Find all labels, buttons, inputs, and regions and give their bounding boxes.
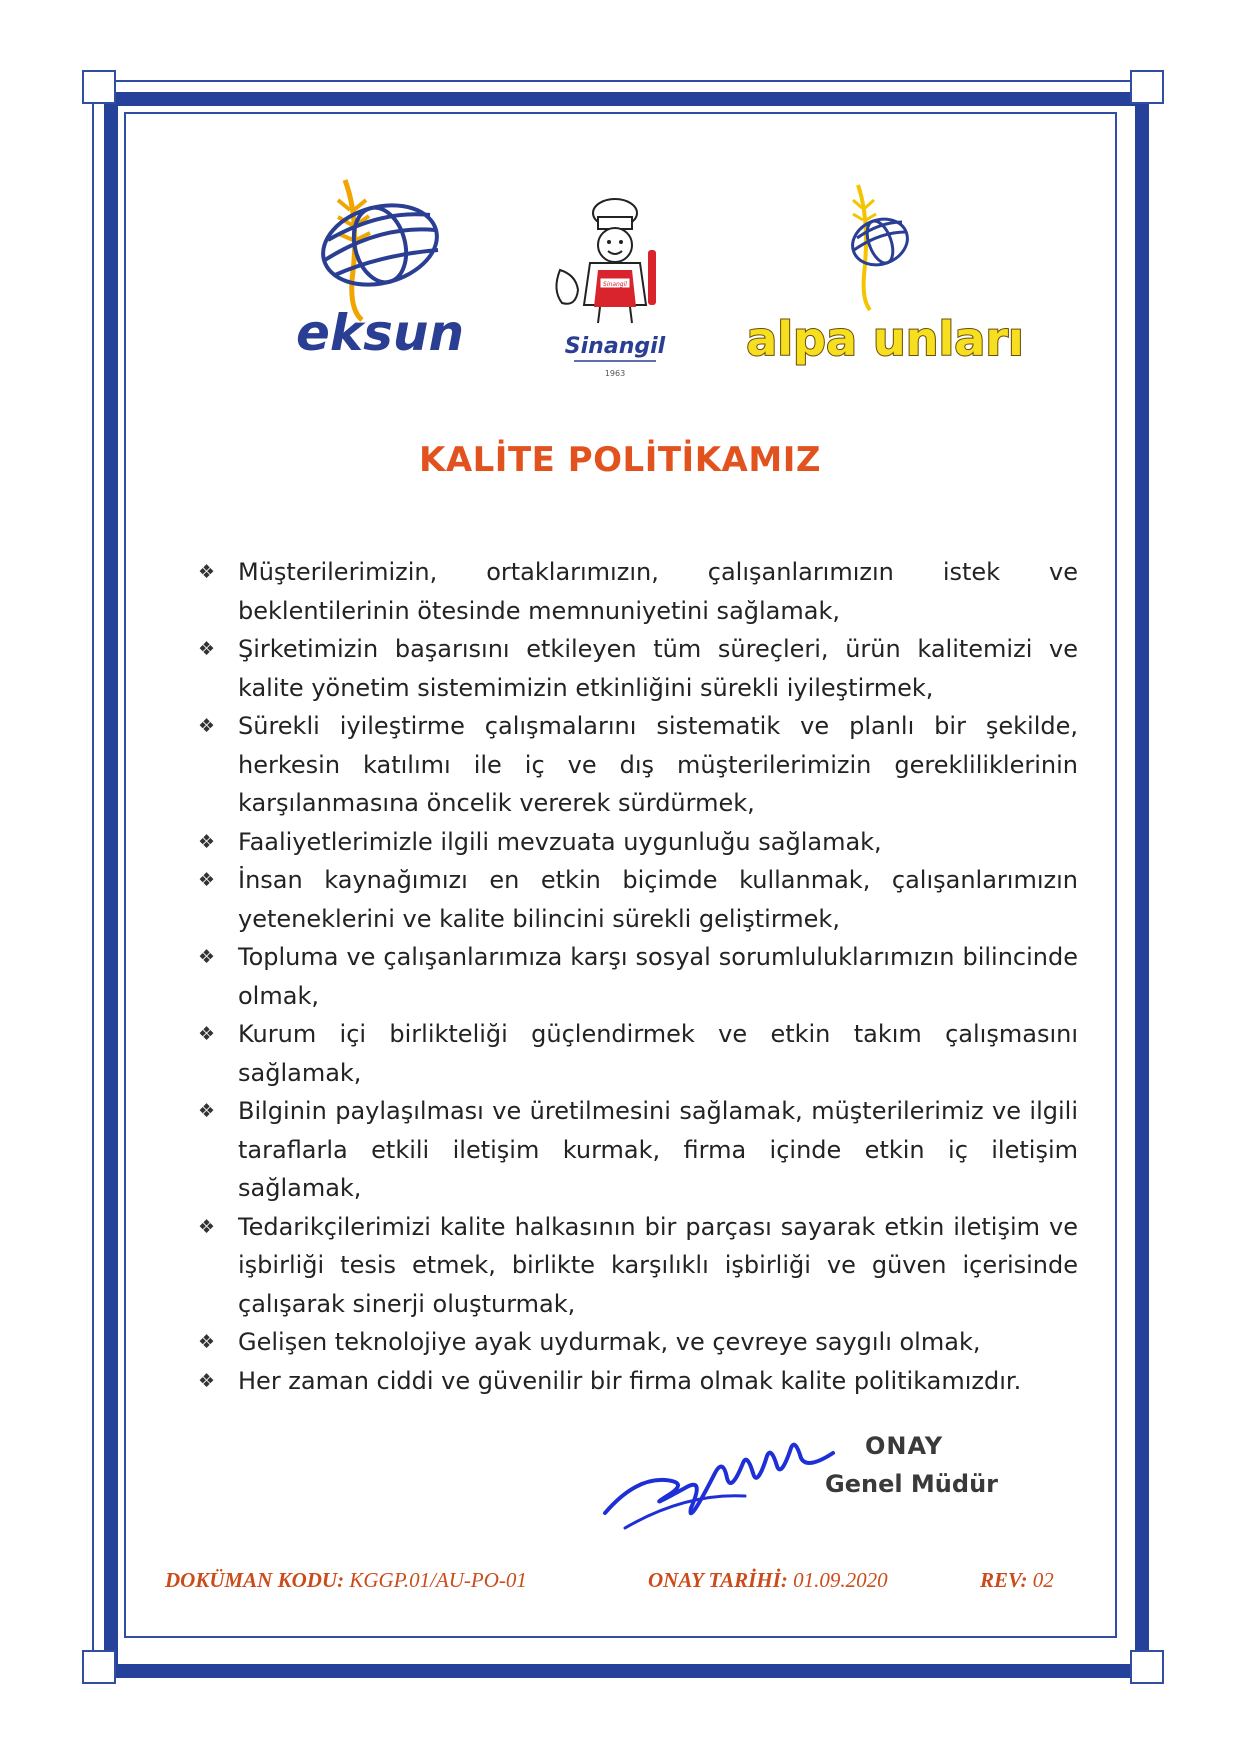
- diamond-bullet-icon: ❖: [198, 1023, 216, 1045]
- policy-text: Şirketimizin başarısını etkileyen tüm süreçleri, ürün kalitemizi ve kalite yönetim sistemimizin etkinliğini sürekli iyileştirmek,: [238, 635, 1078, 702]
- approval-date-label: ONAY TARİHİ:: [648, 1568, 788, 1592]
- list-item: [198, 861, 1078, 938]
- approver-role: Genel Müdür: [825, 1470, 998, 1498]
- globe-icon: [314, 193, 446, 296]
- eksun-logo-text: eksun: [295, 304, 465, 362]
- policy-text: Sürekli iyileştirme çalışmalarını sistematik ve planlı bir şekilde, herkesin katılımı ile iç ve dış müşterilerimizin gerekliliklerinin karşılanmasına öncelik vererek sürdürmek,: [238, 712, 1078, 817]
- document-code: [165, 1568, 527, 1593]
- diamond-bullet-icon: ❖: [198, 1100, 216, 1122]
- list-item: [198, 1208, 1078, 1324]
- policy-list: [198, 553, 1078, 1400]
- diamond-bullet-icon: ❖: [198, 1331, 216, 1353]
- list-item: [198, 1323, 1078, 1362]
- diamond-bullet-icon: ❖: [198, 830, 216, 853]
- document-code-value: KGGP.01/AU-PO-01: [349, 1568, 527, 1592]
- diamond-bullet-icon: ❖: [198, 561, 216, 583]
- policy-text: Topluma ve çalışanlarımıza karşı sosyal sorumluluklarımızın bilincinde olmak,: [238, 943, 1078, 1010]
- alpa-logo-text: alpa unları: [746, 312, 1024, 366]
- eksun-logo: [270, 170, 490, 380]
- list-item: [198, 630, 1078, 707]
- policy-text: Her zaman ciddi ve güvenilir bir firma olmak kalite politikamızdır.: [238, 1366, 1022, 1395]
- revision: [980, 1568, 1054, 1593]
- list-item: [198, 823, 1078, 862]
- sinangil-badge-text: Sinangil: [603, 281, 627, 288]
- frame-corner-bottom-right: [1130, 1650, 1164, 1684]
- list-item: [198, 1015, 1078, 1092]
- list-item: [198, 938, 1078, 1015]
- approval-date-value: 01.09.2020: [793, 1568, 888, 1592]
- diamond-bullet-icon: ❖: [198, 946, 216, 968]
- document-code-label: DOKÜMAN KODU:: [165, 1568, 345, 1592]
- approval-label: ONAY: [865, 1432, 944, 1460]
- diamond-bullet-icon: ❖: [198, 869, 216, 891]
- policy-text: Tedarikçilerimizi kalite halkasının bir parçası sayarak etkin iletişim ve işbirliği tesis etmek, birlikte karşılıklı işbirliği ve güven içerisinde çalışarak sinerji oluşturmak,: [238, 1212, 1078, 1318]
- frame-corner-bottom-left: [82, 1650, 116, 1684]
- signature-mark: [595, 1418, 845, 1538]
- revision-value: 02: [1032, 1568, 1054, 1592]
- list-item: [198, 553, 1078, 630]
- policy-text: Kurum içi birlikteliği güçlendirmek ve etkin takım çalışmasını sağlamak,: [238, 1020, 1078, 1087]
- frame-corner-top-right: [1130, 70, 1164, 104]
- diamond-bullet-icon: ❖: [198, 638, 216, 660]
- sinangil-logo-text: Sinangil: [564, 334, 666, 359]
- policy-text: Müşterilerimizin, ortaklarımızın, çalışanlarımızın istek ve beklentilerinin ötesinde memnuniyetini sağlamak,: [238, 558, 1078, 625]
- sinangil-year-text: 1963: [604, 369, 626, 378]
- policy-text: İnsan kaynağımızı en etkin biçimde kullanmak, çalışanlarımızın yeteneklerini ve kalite bilincini sürekli geliştirmek,: [238, 866, 1078, 933]
- diamond-bullet-icon: ❖: [198, 1369, 216, 1392]
- diamond-bullet-icon: ❖: [198, 715, 216, 737]
- policy-text: Bilginin paylaşılması ve üretilmesini sağlamak, müşterilerimiz ve ilgili taraflarla etkili iletişim kurmak, firma içinde etkin iç iletişim sağlamak,: [238, 1097, 1078, 1202]
- frame-corner-top-left: [82, 70, 116, 104]
- policy-text: Gelişen teknolojiye ayak uydurmak, ve çevreye saygılı olmak,: [238, 1328, 981, 1356]
- diamond-bullet-icon: ❖: [198, 1215, 216, 1238]
- sinangil-logo: [540, 195, 690, 385]
- list-item: [198, 1362, 1078, 1401]
- revision-label: REV:: [980, 1568, 1028, 1592]
- globe-icon: [846, 212, 914, 272]
- list-item: [198, 1092, 1078, 1208]
- approval-date: [648, 1568, 888, 1593]
- alpa-unlari-logo: [746, 180, 1024, 390]
- document-title: KALİTE POLİTİKAMIZ: [418, 440, 821, 480]
- chef-mascot-icon: [556, 199, 656, 323]
- list-item: [198, 707, 1078, 823]
- policy-text: Faaliyetlerimizle ilgili mevzuata uygunluğu sağlamak,: [238, 827, 882, 856]
